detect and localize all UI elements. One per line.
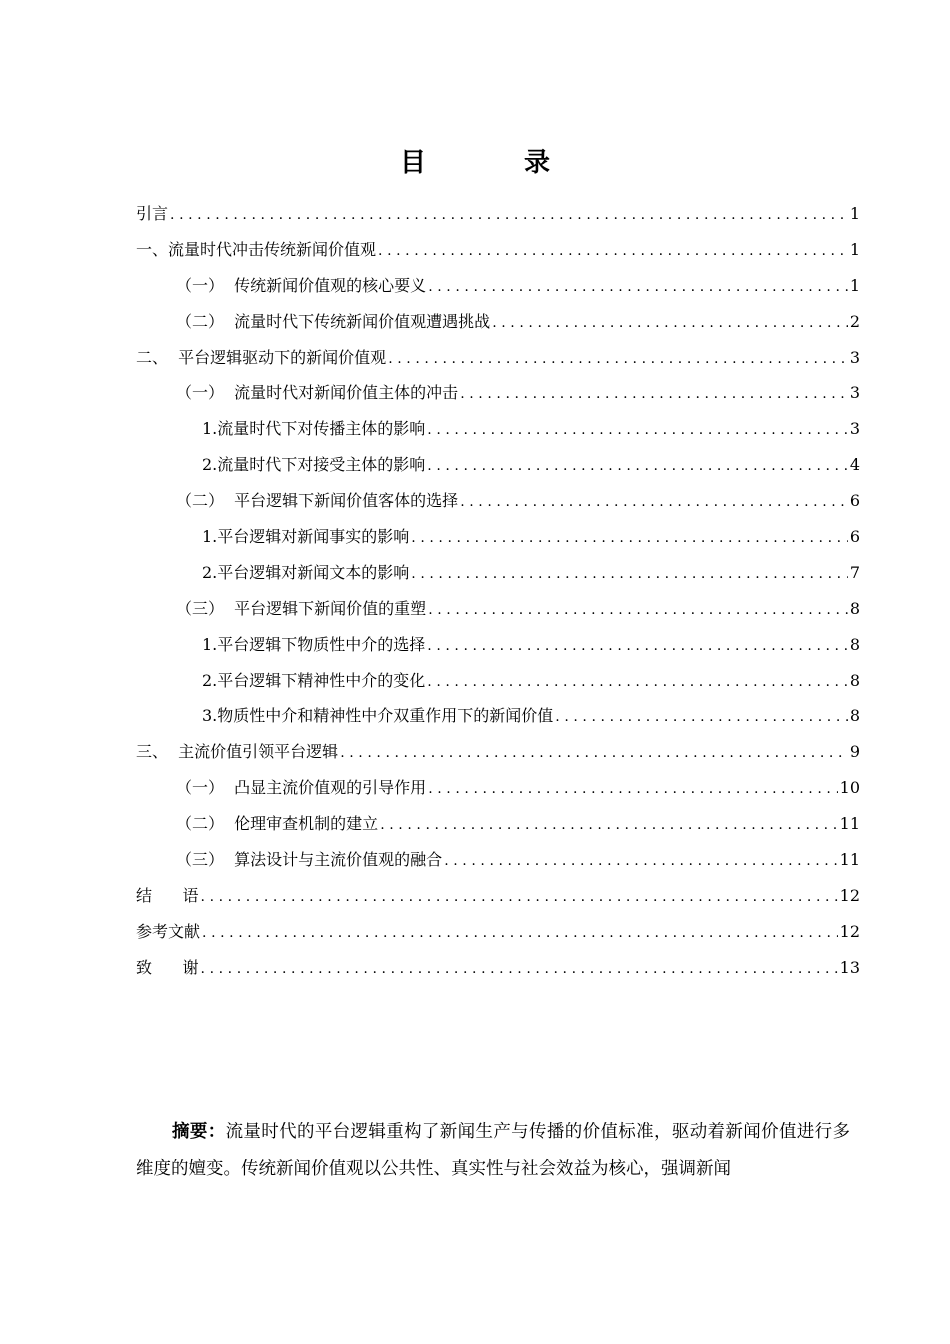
toc-entry-page-number: 1: [849, 204, 860, 223]
toc-entry-title: 参考文献: [136, 921, 201, 941]
toc-entry[interactable]: [136, 519, 860, 555]
toc-entry[interactable]: [136, 734, 860, 770]
toc-entry-title: （一） 流量时代对新闻价值主体的冲击: [176, 383, 459, 403]
toc-entry[interactable]: [136, 663, 860, 699]
toc-dot-leader: [201, 879, 838, 914]
toc-dot-leader: [340, 735, 848, 770]
toc-entry-page-number: 1: [849, 239, 860, 259]
toc-entry-page-number: 4: [849, 455, 860, 475]
abstract-text: 流量时代的平台逻辑重构了新闻生产与传播的价值标准，驱动着新闻价值进行多维度的嬗变。传统新闻价值观以公共性、真实性与社会效益为核心，强调新闻: [136, 1122, 851, 1179]
toc-entry[interactable]: [136, 375, 860, 411]
toc-entry-title: 2.平台逻辑下精神性中介的变化: [202, 670, 426, 690]
toc-entry[interactable]: [136, 268, 860, 304]
toc-entry[interactable]: [136, 950, 860, 986]
toc-dot-leader: [427, 412, 848, 447]
toc-dot-leader: [380, 807, 837, 842]
toc-entry-title: （一） 传统新闻价值观的核心要义: [176, 275, 427, 295]
toc-entry-title: （二） 伦理审查机制的建立: [176, 814, 379, 834]
toc-dot-leader: [202, 915, 838, 950]
toc-entry-title: （三） 算法设计与主流价值观的融合: [176, 850, 443, 870]
toc-entry-title: 一、流量时代冲击传统新闻价值观: [136, 239, 377, 259]
toc-entry[interactable]: [136, 196, 860, 232]
toc-dot-leader: [428, 771, 837, 806]
toc-dot-leader: [388, 341, 848, 376]
toc-title: 目 录: [399, 148, 586, 178]
toc-dot-leader: [492, 305, 848, 340]
toc-entry-title: 二、 平台逻辑驱动下的新闻价值观: [136, 347, 387, 367]
toc-dot-leader: [444, 843, 837, 878]
toc-dot-leader: [411, 556, 848, 591]
toc-entry[interactable]: [136, 447, 860, 483]
toc-entry-page-number: 7: [849, 562, 860, 582]
toc-entry-title: 1.平台逻辑下物质性中介的选择: [202, 634, 426, 654]
toc-entry[interactable]: [136, 698, 860, 734]
toc-entry[interactable]: [136, 555, 860, 591]
toc-entry-title: 1.流量时代下对传播主体的影响: [202, 419, 426, 439]
toc-entry-page-number: 13: [839, 957, 860, 977]
toc-entry[interactable]: [136, 842, 860, 878]
toc-entry-page-number: 1: [849, 275, 860, 295]
toc-entry-page-number: 9: [849, 742, 860, 762]
toc-entry-page-number: 8: [849, 670, 860, 690]
toc-entry[interactable]: [136, 627, 860, 663]
toc-entry-page-number: 11: [839, 850, 860, 870]
toc-dot-leader: [555, 699, 848, 734]
toc-dot-leader: [428, 269, 848, 304]
toc-entry-title: 致 谢: [136, 957, 199, 977]
toc-entry-page-number: 2: [849, 311, 860, 331]
toc-dot-leader: [411, 520, 848, 555]
toc-entry-page-number: 3: [849, 419, 860, 439]
toc-entry[interactable]: [136, 914, 860, 950]
toc-entry-title: （一） 凸显主流价值观的引导作用: [176, 778, 427, 798]
toc-entry-page-number: 11: [839, 814, 860, 834]
toc-entry-page-number: 12: [839, 885, 860, 905]
toc-dot-leader: [460, 376, 848, 411]
toc-dot-leader: [170, 197, 848, 232]
toc-entry[interactable]: [136, 806, 860, 842]
toc-entry-title: 1.平台逻辑对新闻事实的影响: [202, 527, 410, 547]
toc-dot-leader: [201, 951, 838, 986]
toc-entry[interactable]: [136, 411, 860, 447]
toc-entry-page-number: 6: [849, 491, 860, 511]
toc-entry-page-number: 3: [849, 347, 860, 367]
toc-entry-title: 3.物质性中介和精神性中介双重作用下的新闻价值: [202, 706, 554, 726]
toc-entry[interactable]: [136, 591, 860, 627]
toc-entry[interactable]: [136, 770, 860, 806]
toc-dot-leader: [427, 664, 848, 699]
toc-entry[interactable]: [136, 878, 860, 914]
toc-entry-page-number: 6: [849, 527, 860, 547]
abstract-label: 摘要：: [172, 1122, 226, 1142]
toc-entry-title: 2.流量时代下对接受主体的影响: [202, 455, 426, 475]
toc-dot-leader: [460, 484, 848, 519]
table-of-contents: [136, 196, 860, 986]
toc-entry[interactable]: [136, 304, 860, 340]
toc-entry-title: 三、 主流价值引领平台逻辑: [136, 742, 339, 762]
toc-entry[interactable]: [136, 483, 860, 519]
toc-entry-title: （二） 流量时代下传统新闻价值观遭遇挑战: [176, 311, 491, 331]
toc-entry-page-number: 12: [839, 921, 860, 941]
toc-entry-title: 引言: [136, 204, 169, 223]
toc-entry[interactable]: [136, 232, 860, 268]
toc-entry-page-number: 8: [849, 634, 860, 654]
abstract-paragraph: [136, 1114, 850, 1188]
toc-entry-title: 结 语: [136, 885, 199, 905]
toc-dot-leader: [427, 448, 848, 483]
toc-entry[interactable]: [136, 340, 860, 376]
toc-entry-title: （三） 平台逻辑下新闻价值的重塑: [176, 598, 427, 618]
toc-entry-page-number: 8: [849, 706, 860, 726]
toc-entry-page-number: 8: [849, 598, 860, 618]
toc-entry-page-number: 10: [839, 778, 860, 798]
toc-dot-leader: [428, 592, 848, 627]
toc-dot-leader: [427, 628, 848, 663]
toc-entry-title: （二） 平台逻辑下新闻价值客体的选择: [176, 491, 459, 511]
toc-dot-leader: [378, 233, 848, 268]
toc-entry-page-number: 3: [849, 383, 860, 403]
toc-entry-title: 2.平台逻辑对新闻文本的影响: [202, 562, 410, 582]
